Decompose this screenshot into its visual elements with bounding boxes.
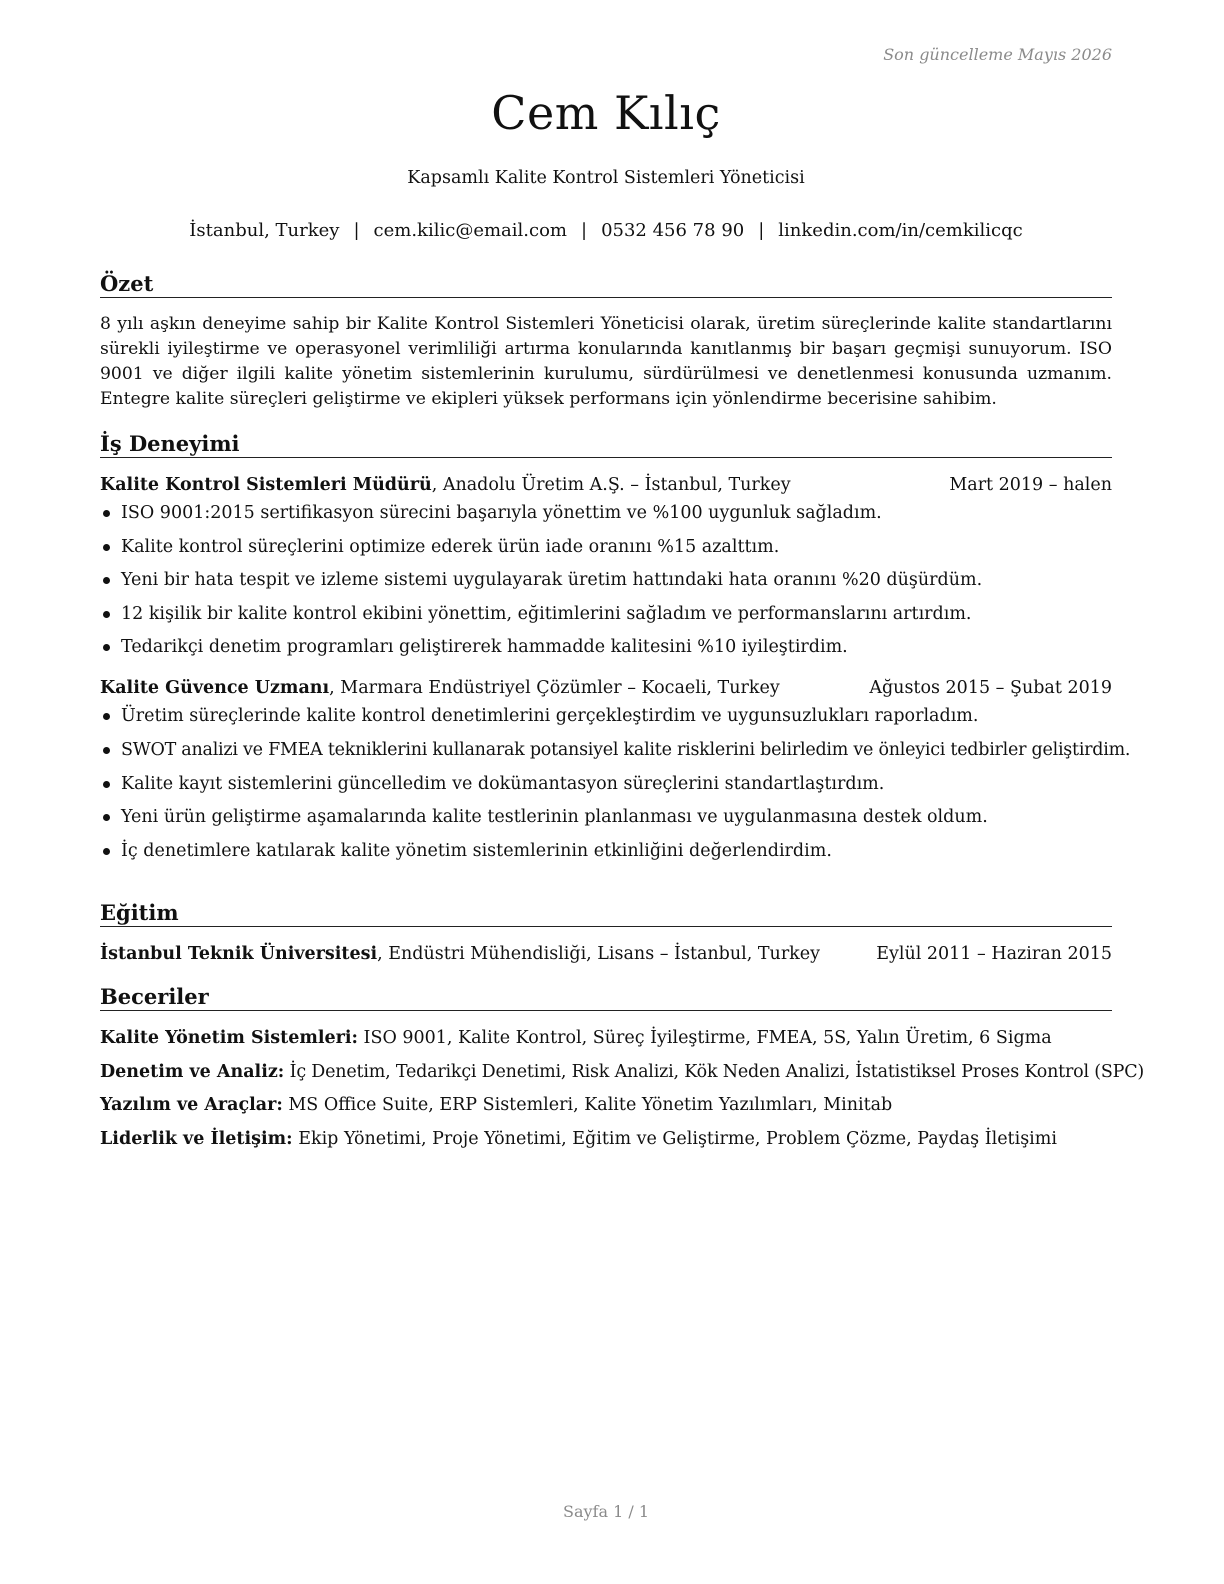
list-item (100, 705, 1112, 727)
page-number: Sayfa 1 / 1 (562, 1502, 649, 1521)
bullet-icon (103, 848, 110, 855)
bullet-icon (103, 644, 110, 651)
education-entry (100, 943, 1112, 965)
contact-separator: | (353, 220, 360, 241)
bullet-icon (103, 510, 110, 517)
bullet-text: 12 kişilik bir kalite kontrol ekibini yönettim, eğitimlerini sağladım ve performanslarını artırdım. (121, 603, 972, 624)
list-item (100, 536, 1112, 558)
list-item (100, 569, 1112, 591)
list-item (100, 636, 1112, 658)
skill-value: Ekip Yönetimi, Proje Yönetimi, Eğitim ve Geliştirme, Problem Çözme, Paydaş İletişimi (292, 1128, 1057, 1149)
skill-row (100, 1061, 1145, 1083)
job-header (100, 677, 1112, 699)
job-dates: Mart 2019 – halen (949, 475, 1112, 495)
skills-section (100, 984, 1145, 1161)
bullet-text: Kalite kayıt sistemlerini güncelledim ve dokümantasyon süreçlerini standartlaştırdım. (121, 773, 885, 794)
list-item (100, 840, 1112, 862)
skill-row (100, 1128, 1112, 1150)
list-item (100, 773, 1112, 795)
bullet-text: Kalite kontrol süreçlerini optimize ederek ürün iade oranını %15 azalttım. (121, 536, 780, 557)
list-item (100, 502, 1112, 524)
section-title-summary: Özet (100, 271, 1112, 298)
skill-label: Yazılım ve Araçlar: (100, 1095, 283, 1116)
job-company: , Marmara Endüstriyel Çözümler – Kocaeli, Turkey (329, 678, 780, 699)
bullet-icon (103, 577, 110, 584)
bullet-text: SWOT analizi ve FMEA tekniklerini kullanarak potansiyel kalite risklerini belirledim ve önleyici tedbirler geliştirdim. (121, 739, 1131, 760)
skill-value: İç Denetim, Tedarikçi Denetimi, Risk Analizi, Kök Neden Analizi, İstatistiksel Proses Kontrol (SPC) (284, 1061, 1145, 1082)
skill-label: Kalite Yönetim Sistemleri: (100, 1028, 358, 1048)
skill-row (100, 1094, 1112, 1116)
section-title-experience: İş Deneyimi (100, 431, 1112, 458)
job-entry (100, 474, 1112, 658)
education-section (100, 900, 1112, 965)
skill-value: MS Office Suite, ERP Sistemleri, Kalite Yönetim Yazılımları, Minitab (282, 1095, 893, 1116)
bullet-icon (103, 544, 110, 551)
education-dates: Eylül 2011 – Haziran 2015 (876, 944, 1112, 964)
job-entry (100, 677, 1131, 861)
job-company: , Anadolu Üretim A.Ş. – İstanbul, Turkey (431, 475, 791, 495)
list-item (100, 806, 1112, 828)
contact-separator: | (758, 220, 765, 241)
skills-list (100, 1027, 1145, 1150)
contact-email[interactable]: cem.kilic@email.com (373, 220, 567, 241)
candidate-title: Kapsamlı Kalite Kontrol Sistemleri Yöneticisi (407, 168, 805, 188)
summary-section (100, 271, 1112, 412)
list-item (100, 603, 1112, 625)
skill-label: Liderlik ve İletişim: (100, 1128, 293, 1149)
last-updated: Son güncelleme Mayıs 2026 (883, 45, 1112, 64)
job-dates: Ağustos 2015 – Şubat 2019 (869, 678, 1112, 699)
skill-label: Denetim ve Analiz: (100, 1061, 285, 1082)
bullet-icon (103, 814, 110, 821)
bullet-icon (103, 713, 110, 720)
job-role: Kalite Güvence Uzmanı (100, 678, 330, 699)
contact-location: İstanbul, Turkey (189, 220, 340, 241)
section-title-education: Eğitim (100, 900, 1112, 927)
contact-separator: | (581, 220, 588, 241)
candidate-name: Cem Kılıç (491, 86, 721, 140)
education-detail: , Endüstri Mühendisliği, Lisans – İstanbul, Turkey (377, 944, 821, 964)
bullet-text: ISO 9001:2015 sertifikasyon sürecini başarıyla yönettim ve %100 uygunluk sağladım. (121, 503, 882, 523)
bullet-text: Yeni ürün geliştirme aşamalarında kalite testlerinin planlanması ve uygulanmasına destek oldum. (121, 807, 988, 828)
bullet-icon (103, 747, 110, 754)
experience-section (100, 431, 1131, 873)
bullet-text: Yeni bir hata tespit ve izleme sistemi uygulayarak üretim hattındaki hata oranını %20 düşürdüm. (121, 570, 983, 591)
contact-linkedin[interactable]: linkedin.com/in/cemkilicqc (778, 220, 1023, 241)
school-name: İstanbul Teknik Üniversitesi (100, 944, 378, 964)
skill-value: ISO 9001, Kalite Kontrol, Süreç İyileştirme, FMEA, 5S, Yalın Üretim, 6 Sigma (357, 1028, 1052, 1048)
contact-phone: 0532 456 78 90 (601, 220, 745, 241)
job-role: Kalite Kontrol Sistemleri Müdürü (100, 475, 432, 495)
list-item (100, 739, 1131, 761)
bullet-text: Üretim süreçlerinde kalite kontrol denetimlerini gerçekleştirdim ve uygunsuzlukları raporladım. (121, 706, 979, 727)
job-bullets (100, 502, 1112, 658)
bullet-text: Tedarikçi denetim programları geliştirerek hammadde kalitesini %10 iyileştirdim. (121, 637, 848, 658)
summary-text: 8 yılı aşkın deneyime sahip bir Kalite Kontrol Sistemleri Yöneticisi olarak, üretim süreçlerinde kalite standartlarını sürekli iyileştirme ve operasyonel verimliliği artırma konularında kanıtlanmış bir başarı geçmişi sunuyorum. ISO 9001 ve diğer ilgili kalite yönetim sistemlerinin kurulumu, sürdürülmesi ve denetlenmesi konusunda uzmanım. Entegre kalite süreçleri geliştirme ve ekipleri yüksek performans için yönlendirme becerisine sahibim. (100, 314, 1112, 409)
skill-row (100, 1027, 1112, 1049)
job-header (100, 474, 1112, 496)
bullet-icon (103, 781, 110, 788)
job-bullets (100, 705, 1131, 861)
contact-line (100, 220, 1112, 241)
section-title-skills: Beceriler (100, 984, 1112, 1011)
bullet-text: İç denetimlere katılarak kalite yönetim sistemlerinin etkinliğini değerlendirdim. (121, 840, 832, 861)
bullet-icon (103, 611, 110, 618)
